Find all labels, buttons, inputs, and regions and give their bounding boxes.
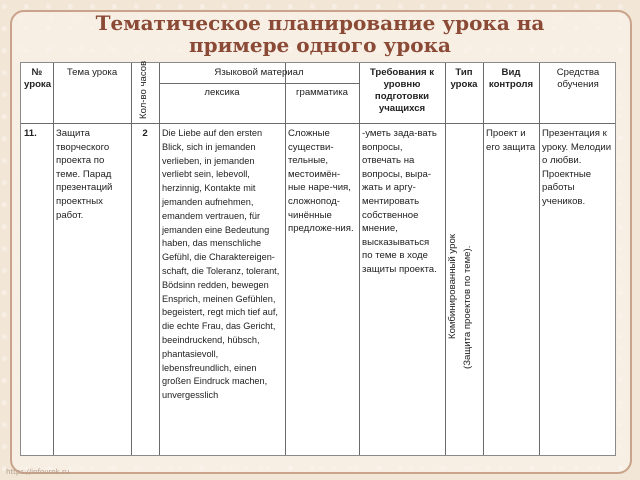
cell-grammar: Сложные существи-тельные, местоимён-ные наре-чия, сложнопод-чинённые предложе-ния. [288, 128, 354, 235]
cell-vocabulary: Die Liebe auf den ersten Blick, sich in jemanden verlieben, in jemanden verliebt sein, lebevoll, herzinnig, Kontakte mit jemanden aufnehmen, emandem vertrauen, für jemanden eine Bedeutung haben, das menschliche Gefühl, die Charaktereigen-schaft, die Toleranz, tolerant, Bödsinn redden, bewegen Ensprich, meinen Gefühlen, begeistert, regt mich tief auf, die echte Frau, das Gericht, beeindruckend, hübsch, phantasievoll, lebensfreundlich, einen großen Eindruck machen, unvergesslich [162, 128, 280, 401]
watermark-text: https://infourok.ru [6, 468, 70, 476]
cell-topic: Защита творческого проекта по теме. Парад презентаций проектных работ. [56, 128, 113, 221]
slide-title [0, 12, 640, 56]
header-lesson-type: Тип урока [450, 67, 478, 90]
cell-hours: 2 [142, 128, 148, 139]
header-vocabulary: лексика [204, 87, 240, 98]
planning-table [20, 62, 616, 456]
header-hours: Кол-во часов [138, 60, 149, 119]
cell-lesson-no: 11. [24, 128, 37, 139]
header-means: Средства обучения [556, 67, 600, 90]
title-line-1: Тематическое планирование урока на [95, 11, 545, 35]
cell-means: Презентация к уроку. Мелодии о любви. Проектные работы учеников. [542, 128, 612, 207]
header-grammar: грамматика [296, 87, 348, 98]
header-control-type: Вид контроля [488, 67, 534, 90]
cell-lesson-type-line2: (Защита проектов по теме). [462, 245, 473, 369]
title-line-2: примере одного урока [189, 33, 451, 57]
header-topic: Тема урока [66, 67, 118, 78]
header-lesson-no: № урока [24, 67, 52, 90]
header-requirements: Требования к уровню подготовки учащихся [369, 67, 435, 114]
cell-control-type: Проект и его защита [486, 128, 536, 153]
header-language-material: Языковой материал [214, 67, 304, 78]
cell-requirements: -уметь зада-вать вопросы, отвечать на вопросы, выра-жать и аргу-ментировать собственное мнение, высказываться по теме в ходе защиты проекта. [362, 128, 437, 275]
cell-lesson-type-line1: Комбинированный урок [447, 234, 458, 339]
